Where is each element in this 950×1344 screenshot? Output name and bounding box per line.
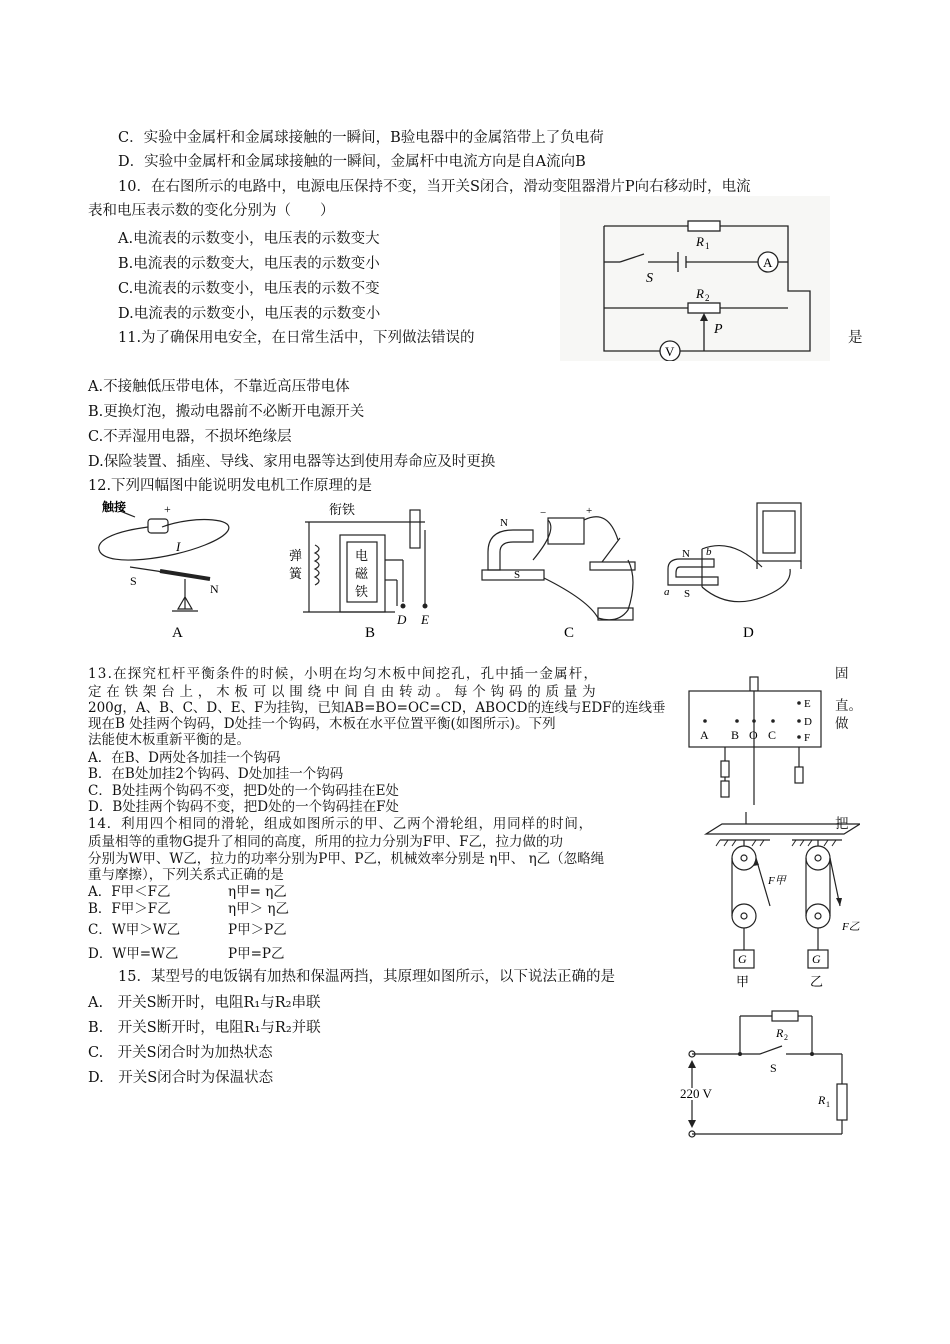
q12c-north-label: N (500, 517, 508, 529)
q15-stem: 15．某型号的电饭锅有加热和保温两挡，其原理如图所示，以下说法正确的是 (118, 969, 615, 985)
q12c-plus-label: + (586, 505, 593, 517)
q15-r2-sub: 2 (784, 1033, 788, 1042)
q13-hook-b: B (731, 728, 740, 742)
q13-option-b: B．在B处加挂2个钩码、D处加挂一个钩码 (88, 766, 344, 782)
q14-label-left: 甲 (736, 974, 750, 989)
q13-line2: 定在铁架台上，木板可以围绕中间自由转动。每个钩码的质量为 (88, 684, 601, 700)
q12a-caption: A (172, 625, 183, 641)
q13-option-d: D．B处挂两个钩码不变，把D处的一个钩码挂在F处 (88, 799, 399, 815)
q12a-north-label: N (210, 582, 219, 596)
q12d-a-label: a (664, 586, 670, 598)
q10-circuit-diagram (560, 196, 830, 361)
q12b-d-label: D (397, 612, 407, 627)
q12b-armature-label: 衔铁 (329, 502, 356, 517)
q13-hook-e: E (804, 698, 811, 710)
q12b-e-label: E (421, 612, 429, 627)
q12b-electromagnet-label-1: 电 (355, 548, 369, 563)
q10-r2-label: R (696, 286, 704, 301)
q15-r1-label: R (818, 1093, 826, 1107)
q15-r1-sub: 1 (826, 1100, 830, 1109)
q10-r1-label: R (696, 234, 704, 249)
q9-option-d: D．实验中金属杆和金属球接触的一瞬间，金属杆中电流方向是自A流向B (118, 154, 586, 170)
q12b-electromagnet-label-3: 铁 (355, 584, 369, 599)
q10-option-c: C.电流表的示数变小，电压表的示数不变 (118, 281, 380, 297)
q13-line1: 13.在探究杠杆平衡条件的时候，小明在均匀木板中间挖孔，孔中插一金属杆， (88, 666, 599, 682)
q14-option-d-1: D．W甲=W乙 (88, 946, 179, 962)
q12a-plus-label: + (164, 502, 171, 516)
q14-option-c-1: C．W甲＞W乙 (88, 922, 181, 938)
q14-load-left: G (738, 952, 747, 966)
q13-line4-end: 做 (835, 716, 849, 732)
q14-option-d-2: P甲=P乙 (228, 946, 285, 962)
q11-stem-end: 是 (848, 330, 863, 346)
q13-line4: 现在B 处挂两个钩码，D处挂一个钩码，木板在水平位置平衡(如图所示)。下列 (88, 716, 556, 732)
q13-line3: 200g，A、B、C、D、E、F为挂钩，已知AB=BO=OC=CD，ABOCD的连线与EDF的连线垂 (88, 700, 666, 716)
q15-option-b: B. 开关S断开时，电阻R₁与R₂并联 (88, 1020, 321, 1036)
q10-stem-line1: 10．在右图所示的电路中，电源电压保持不变，当开关S闭合，滑动变阻器滑片P向右移动时，电流 (118, 179, 751, 195)
q12d-north-label: N (682, 548, 690, 560)
q14-line3: 分别为W甲、W乙，拉力的功率分别为P甲、P乙，机械效率分别是 η甲、 η乙（忽略绳 (88, 851, 605, 867)
q12-figure-c (478, 500, 648, 642)
q13-option-c: C．B处挂两个钩码不变，把D处的一个钩码挂在E处 (88, 783, 399, 799)
q12a-touch-label: 触接 (102, 500, 127, 514)
q14-option-b-1: B．F甲＞F乙 (88, 901, 171, 917)
q12b-electromagnet-label-2: 磁 (355, 566, 369, 581)
q12a-current-label: I (176, 539, 181, 554)
q11-option-d: D.保险装置、插座、导线、家用电器等达到使用寿命应及时更换 (88, 454, 496, 470)
q14-force-right: F乙 (842, 921, 860, 933)
q13-hook-c: C (768, 728, 777, 742)
q15-voltage-label: 220 V (680, 1086, 712, 1101)
q12b-spring-label-1: 弹 (289, 548, 303, 563)
q11-stem: 11.为了确保用电安全，在日常生活中，下列做法错误的 (118, 330, 475, 346)
q9-option-c: C．实验中金属杆和金属球接触的一瞬间，B验电器中的金属箔带上了负电荷 (118, 130, 604, 146)
q14-force-left: F甲 (768, 875, 786, 887)
q10-ammeter-label: A (763, 255, 773, 270)
q14-label-right: 乙 (810, 974, 824, 989)
q12b-caption: B (365, 625, 376, 641)
q14-line2: 质量相等的重物G提升了相同的高度，所用的拉力分别为F甲、F乙，拉力做的功 (88, 834, 564, 850)
q14-load-right: G (812, 952, 821, 966)
q12-figure-b (285, 500, 445, 642)
q14-line4: 重与摩擦），下列关系式正确的是 (88, 867, 284, 883)
q14-line1-end: 把 (835, 816, 849, 832)
q15-circuit-diagram (672, 1004, 852, 1140)
q15-option-a: A. 开关S断开时，电阻R₁与R₂串联 (88, 995, 321, 1011)
q12-figure-d (662, 497, 812, 642)
q10-r2-sub: 2 (705, 293, 710, 303)
q10-option-a: A.电流表的示数变小，电压表的示数变大 (118, 231, 380, 247)
q10-voltmeter-label: V (665, 344, 675, 359)
q12c-south-label: S (514, 569, 521, 581)
q13-hook-d: D (804, 716, 812, 728)
q13-hook-a: A (700, 728, 709, 742)
q13-lever-diagram (685, 675, 830, 805)
q14-pulley-diagram (700, 812, 860, 990)
q14-option-b-2: η甲＞ η乙 (228, 901, 289, 917)
q10-switch-label: S (646, 271, 653, 286)
q12-figure-a (90, 497, 250, 642)
q12-stem: 12.下列四幅图中能说明发电机工作原理的是 (88, 478, 373, 494)
q10-stem-line2: 表和电压表示数的变化分别为（ ） (88, 203, 335, 219)
q11-option-a: A.不接触低压带电体，不靠近高压带电体 (88, 379, 350, 395)
q12a-south-label: S (130, 574, 137, 588)
q10-r1-sub: 1 (705, 241, 710, 251)
q13-option-a: A．在B、D两处各加挂一个钩码 (88, 750, 281, 766)
q14-option-c-2: P甲＞P乙 (228, 922, 287, 938)
q11-option-c: C.不弄湿用电器，不损坏绝缘层 (88, 429, 292, 445)
q13-line5: 法能使木板重新平衡的是。 (88, 732, 250, 748)
q15-option-c: C. 开关S闭合时为加热状态 (88, 1045, 273, 1061)
q14-line1: 14．利用四个相同的滑轮，组成如图所示的甲、乙两个滑轮组，用同样的时间， (88, 816, 593, 832)
q10-slider-label: P (714, 322, 723, 337)
q15-option-d: D. 开关S闭合时为保温状态 (88, 1070, 274, 1086)
q11-option-b: B.更换灯泡，搬动电器前不必断开电源开关 (88, 404, 365, 420)
q14-option-a-2: η甲= η乙 (228, 884, 287, 900)
q12d-b-label: b (706, 546, 712, 558)
q14-option-a-1: A．F甲＜F乙 (88, 884, 171, 900)
q10-option-b: B.电流表的示数变大，电压表的示数变小 (118, 256, 380, 272)
q13-pivot-o: O (749, 728, 758, 742)
q12b-spring-label-2: 簧 (289, 566, 303, 581)
q13-line1-end: 固 (835, 666, 849, 682)
q12c-minus-label: − (540, 507, 547, 519)
q13-line2-end: 直。 (835, 698, 862, 714)
q12d-caption: D (743, 625, 754, 641)
q12d-south-label: S (684, 588, 691, 600)
q15-r2-label: R (776, 1026, 784, 1040)
q10-option-d: D.电流表的示数变小，电压表的示数变小 (118, 306, 381, 322)
q15-switch-label: S (770, 1061, 777, 1075)
q13-hook-f: F (804, 732, 811, 744)
q12c-caption: C (564, 625, 575, 641)
